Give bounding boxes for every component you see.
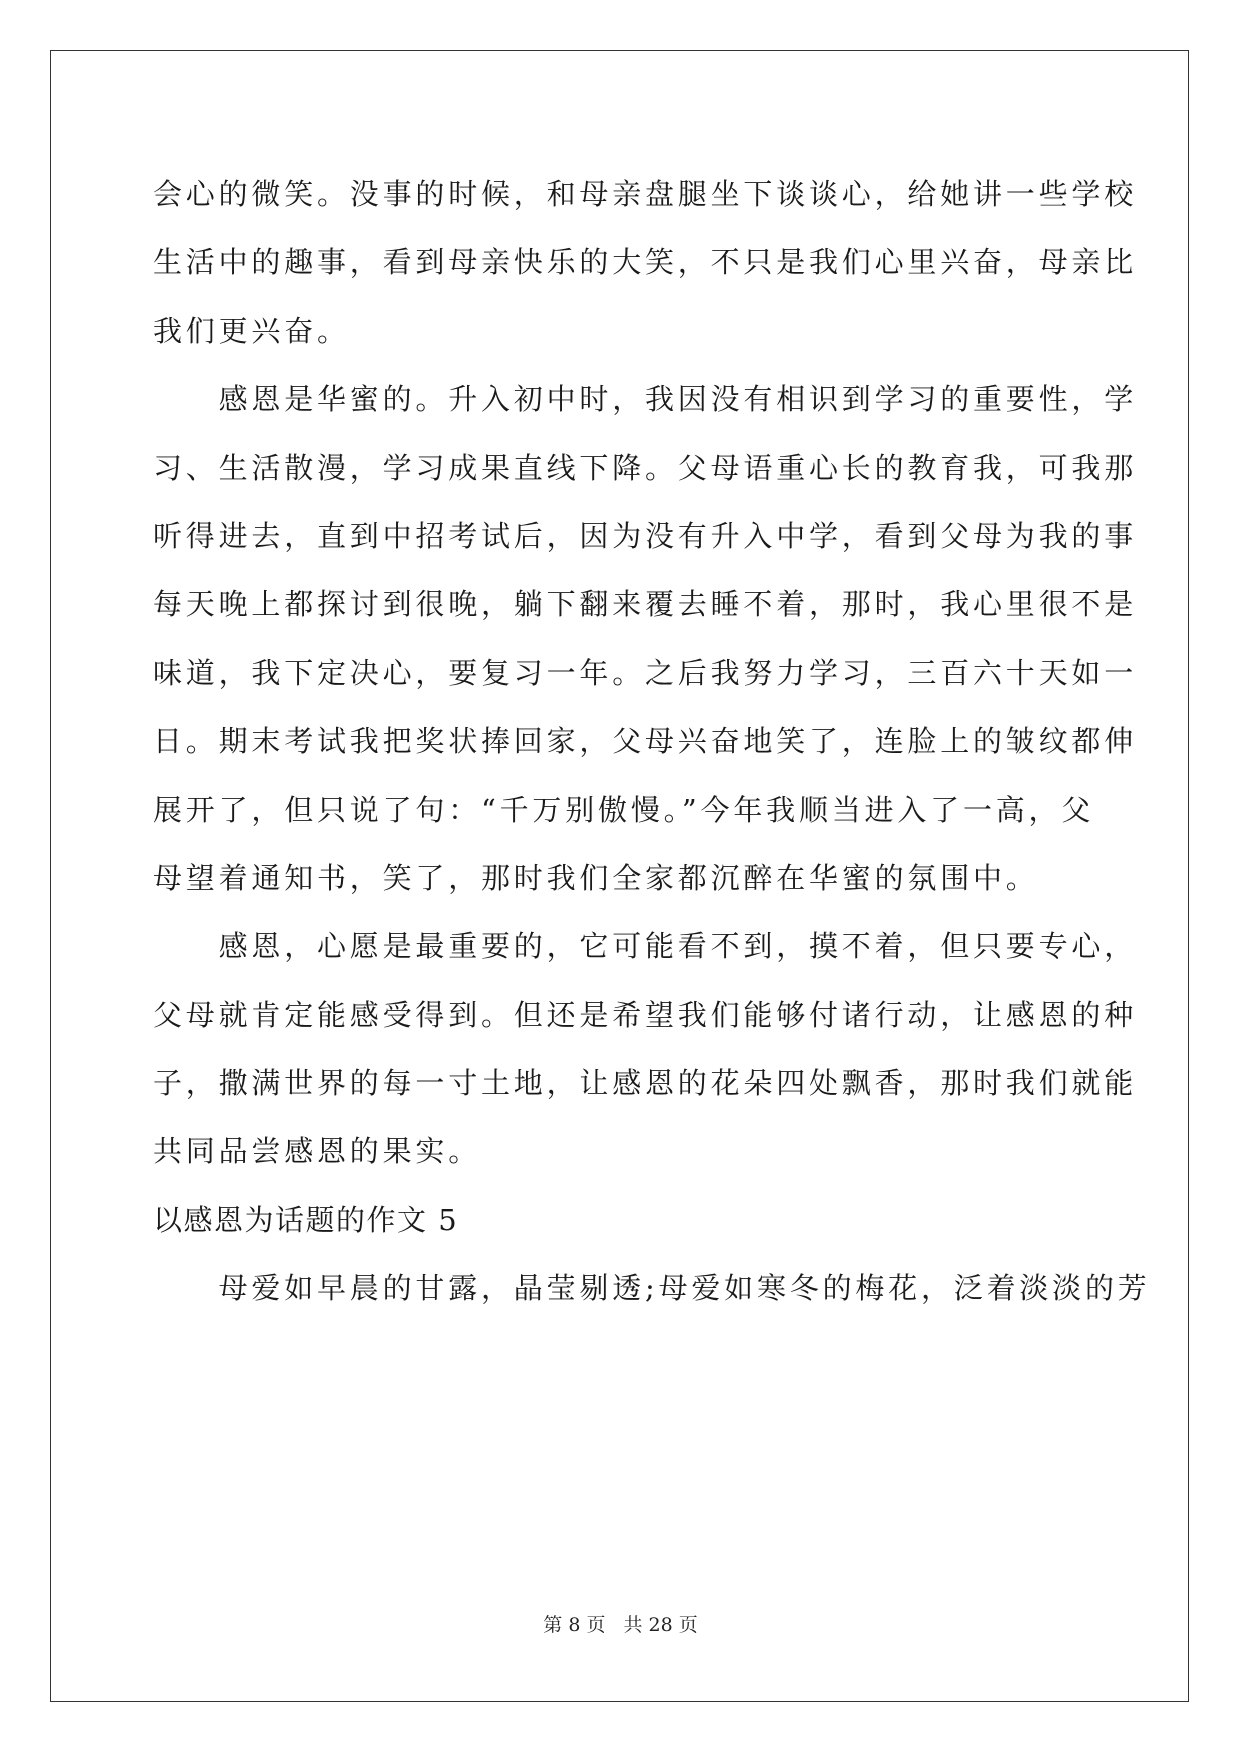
body-line: 生活中的趣事，看到母亲快乐的大笑，不只是我们心里兴奋，母亲比 [153, 245, 1138, 280]
body-line: 习、生活散漫，学习成果直线下降。父母语重心长的教育我，可我那 [153, 450, 1138, 485]
body-line: 父母就肯定能感受得到。但还是希望我们能够付诸行动，让感恩的种 [153, 997, 1138, 1032]
body-line: 味道，我下定决心，要复习一年。之后我努力学习，三百六十天如一 [153, 655, 1138, 690]
body-line: 我们更兴奋。 [153, 313, 350, 348]
essay-heading: 以感恩为话题的作文 5 [153, 1202, 459, 1237]
body-line: 会心的微笑。没事的时候，和母亲盘腿坐下谈谈心，给她讲一些学校 [153, 177, 1138, 211]
document-body [153, 160, 1151, 1323]
body-line: 听得进去，直到中招考试后，因为没有升入中学，看到父母为我的事 [153, 518, 1138, 553]
page-number-current: 第 8 页 [543, 1614, 606, 1636]
page-footer [0, 1610, 1241, 1637]
body-line: 感恩，心愿是最重要的，它可能看不到，摸不着，但只要专心， [153, 929, 1138, 964]
body-line: 母爱如早晨的甘露，晶莹剔透;母爱如寒冬的梅花，泛着淡淡的芳 [153, 1271, 1151, 1306]
body-line: 感恩是华蜜的。升入初中时，我因没有相识到学习的重要性，学 [153, 382, 1138, 417]
page-number-total: 共 28 页 [623, 1614, 698, 1636]
body-line: 展开了，但只说了句：“千万别傲慢。”今年我顺当进入了一高，父 [153, 792, 1095, 827]
body-line: 子，撒满世界的每一寸土地，让感恩的花朵四处飘香，那时我们就能 [153, 1066, 1138, 1101]
body-line: 日。期末考试我把奖状捧回家，父母兴奋地笑了，连脸上的皱纹都伸 [153, 724, 1138, 759]
body-line: 每天晚上都探讨到很晚，躺下翻来覆去睡不着，那时，我心里很不是 [153, 587, 1138, 622]
body-line: 母望着通知书，笑了，那时我们全家都沉醉在华蜜的氛围中。 [153, 860, 1039, 895]
body-line: 共同品尝感恩的果实。 [153, 1134, 482, 1169]
